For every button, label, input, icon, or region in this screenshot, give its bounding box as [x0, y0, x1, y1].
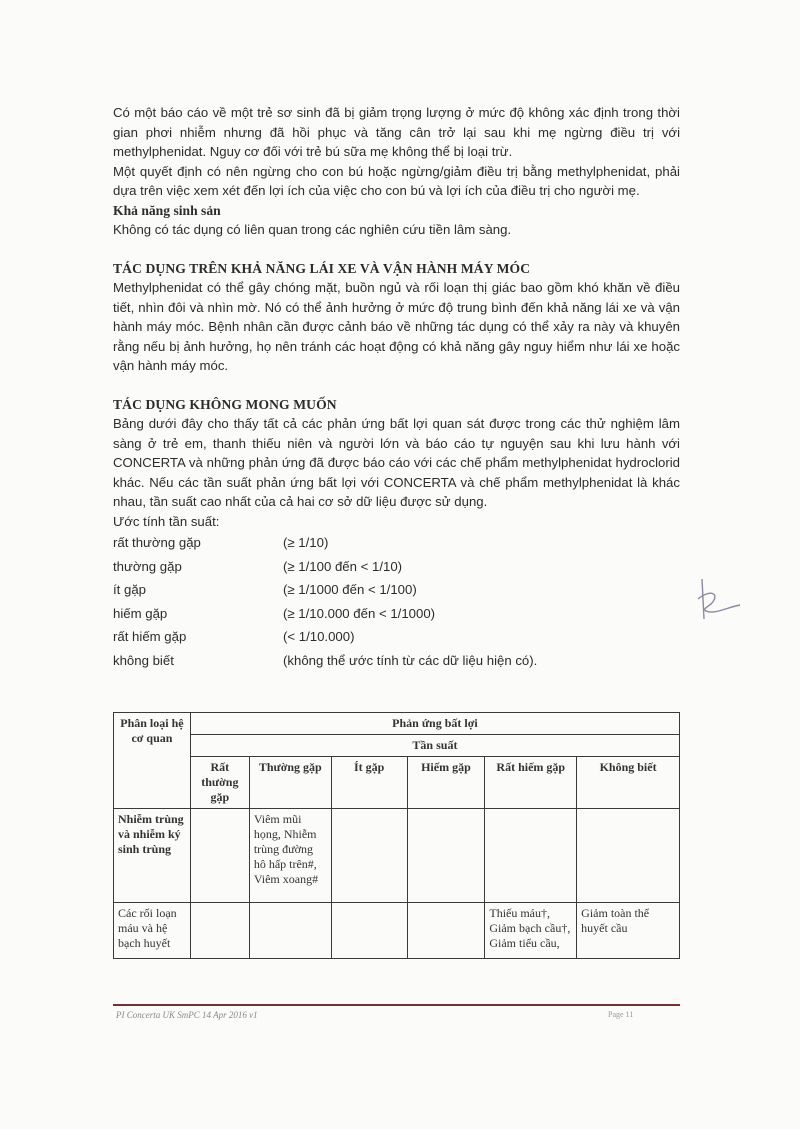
frequency-label: hiếm gặp: [113, 605, 168, 621]
frequency-item: [113, 649, 680, 673]
frequency-label: ít gặp: [113, 582, 146, 597]
adverse-effects-text: Bảng dưới đây cho thấy tất cả các phản ứng bất lợi quan sát được trong các thử nghiệm lâm sàng ở trẻ em, thanh thiếu niên và người lớn và báo cáo tự nguyện sau khi lưu hành với CONCERTA và những phản ứng đã được báo cáo với các chế phẩm methylphenidat hydroclorid khác. Nếu các tần suất phản ứng bất lợi với CONCERTA và chế phẩm methylphenidat là khác nhau, tần suất cao nhất của cả hai cơ sở dữ liệu được sử dụng.: [113, 416, 680, 509]
driving-text: Methylphenidat có thể gây chóng mặt, buồn ngủ và rối loạn thị giác bao gồm khó khăn về điều tiết, nhìn đôi và nhìn mờ. Nó có thể ảnh hưởng ở mức độ trung bình đến khả năng lái xe và vận hành máy móc. Bệnh nhân cần được cảnh báo về những tác dụng có thể xảy ra này và khuyên rằng nếu bị ảnh hưởng, họ nên tránh các hoạt động có khả năng gây nguy hiểm như lái xe hoặc vận hành máy móc.: [113, 280, 680, 373]
footer-document-id: PI Concerta UK SmPC 14 Apr 2016 v1: [116, 1010, 258, 1020]
frequency-label: rất hiếm gặp: [113, 629, 187, 644]
table-header-row: [114, 757, 680, 809]
table-cell: [331, 903, 407, 959]
column-header: Không biết: [577, 757, 680, 809]
frequency-item: [113, 602, 680, 626]
column-header: Ít gặp: [331, 757, 407, 809]
table-cell: [331, 809, 407, 903]
frequency-list: [113, 531, 680, 672]
table-cell: [407, 809, 485, 903]
organ-class-cell: Nhiễm trùng và nhiễm ký sinh trùng: [114, 809, 191, 903]
table-row: [114, 903, 680, 959]
document-body: [113, 103, 680, 672]
table-cell: [249, 903, 331, 959]
paragraph-infant-weight: Có một báo cáo về một trẻ sơ sinh đã bị giảm trọng lượng ở mức độ không xác định trong thời gian phơi nhiễm nhưng đã hồi phục và tăng cân trở lại sau khi mẹ ngừng điều trị với methylphenidat. Nguy cơ đối với trẻ bú sữa mẹ không thể bị loại trừ.: [113, 105, 680, 159]
table-cell: Giảm toàn thể huyết cầu: [577, 903, 680, 959]
table-cell: Viêm mũi họng, Nhiễm trùng đường hô hấp trên#, Viêm xoang#: [249, 809, 331, 903]
table-cell: Thiếu máu†, Giảm bạch cầu†, Giảm tiểu cầu,: [485, 903, 577, 959]
adverse-reactions-table: [113, 712, 680, 959]
footer-page-number: Page 11: [608, 1010, 634, 1019]
table-row: [114, 809, 680, 903]
fertility-heading: Khả năng sinh sản: [113, 202, 221, 218]
table-cell: [485, 809, 577, 903]
frequency-item: [113, 625, 680, 649]
frequency-item: [113, 531, 680, 555]
frequency-value: (không thể ước tính từ các dữ liệu hiện có).: [283, 652, 538, 668]
frequency-label: rất thường gặp: [113, 535, 201, 550]
table-cell: [577, 809, 680, 903]
table-cell: [407, 903, 485, 959]
frequency-value: (≥ 1/10): [283, 535, 329, 550]
frequency-header: Tần suất: [190, 735, 679, 757]
organ-class-header: Phân loại hệ cơ quan: [114, 713, 191, 809]
reaction-header: Phản ứng bất lợi: [190, 713, 679, 735]
driving-heading: TÁC DỤNG TRÊN KHẢ NĂNG LÁI XE VÀ VẬN HÀNH MÁY MÓC: [113, 260, 531, 276]
frequency-estimate-label: Ước tính tần suất:: [113, 513, 220, 529]
frequency-item: [113, 555, 680, 579]
paragraph-breastfeeding-decision: Một quyết định có nên ngừng cho con bú hoặc ngừng/giảm điều trị bằng methylphenidat, phải dựa trên việc xem xét đến lợi ích của việc cho con bú và lợi ích của điều trị cho người mẹ.: [113, 163, 680, 198]
fertility-text: Không có tác dụng có liên quan trong các nghiên cứu tiền lâm sàng.: [113, 222, 512, 237]
column-header: Rất thường gặp: [190, 757, 249, 809]
adverse-effects-heading: TÁC DỤNG KHÔNG MONG MUỐN: [113, 396, 337, 412]
table-header-row: [114, 735, 680, 757]
handwritten-mark-icon: [688, 575, 748, 635]
table-cell: [190, 809, 249, 903]
frequency-value: (≥ 1/1000 đến < 1/100): [283, 582, 417, 597]
column-header: Hiếm gặp: [407, 757, 485, 809]
column-header: Thường gặp: [249, 757, 331, 809]
table-header-row: [114, 713, 680, 735]
footer-rule: [113, 1004, 680, 1006]
frequency-value: (≥ 1/10.000 đến < 1/1000): [283, 605, 436, 621]
table-cell: [190, 903, 249, 959]
frequency-label: thường gặp: [113, 558, 182, 574]
frequency-label: không biết: [113, 652, 174, 668]
frequency-value: (< 1/10.000): [283, 629, 355, 644]
column-header: Rất hiếm gặp: [485, 757, 577, 809]
frequency-value: (≥ 1/100 đến < 1/10): [283, 558, 403, 574]
frequency-item: [113, 578, 680, 602]
organ-class-cell: Các rối loạn máu và hệ bạch huyết: [114, 903, 191, 959]
